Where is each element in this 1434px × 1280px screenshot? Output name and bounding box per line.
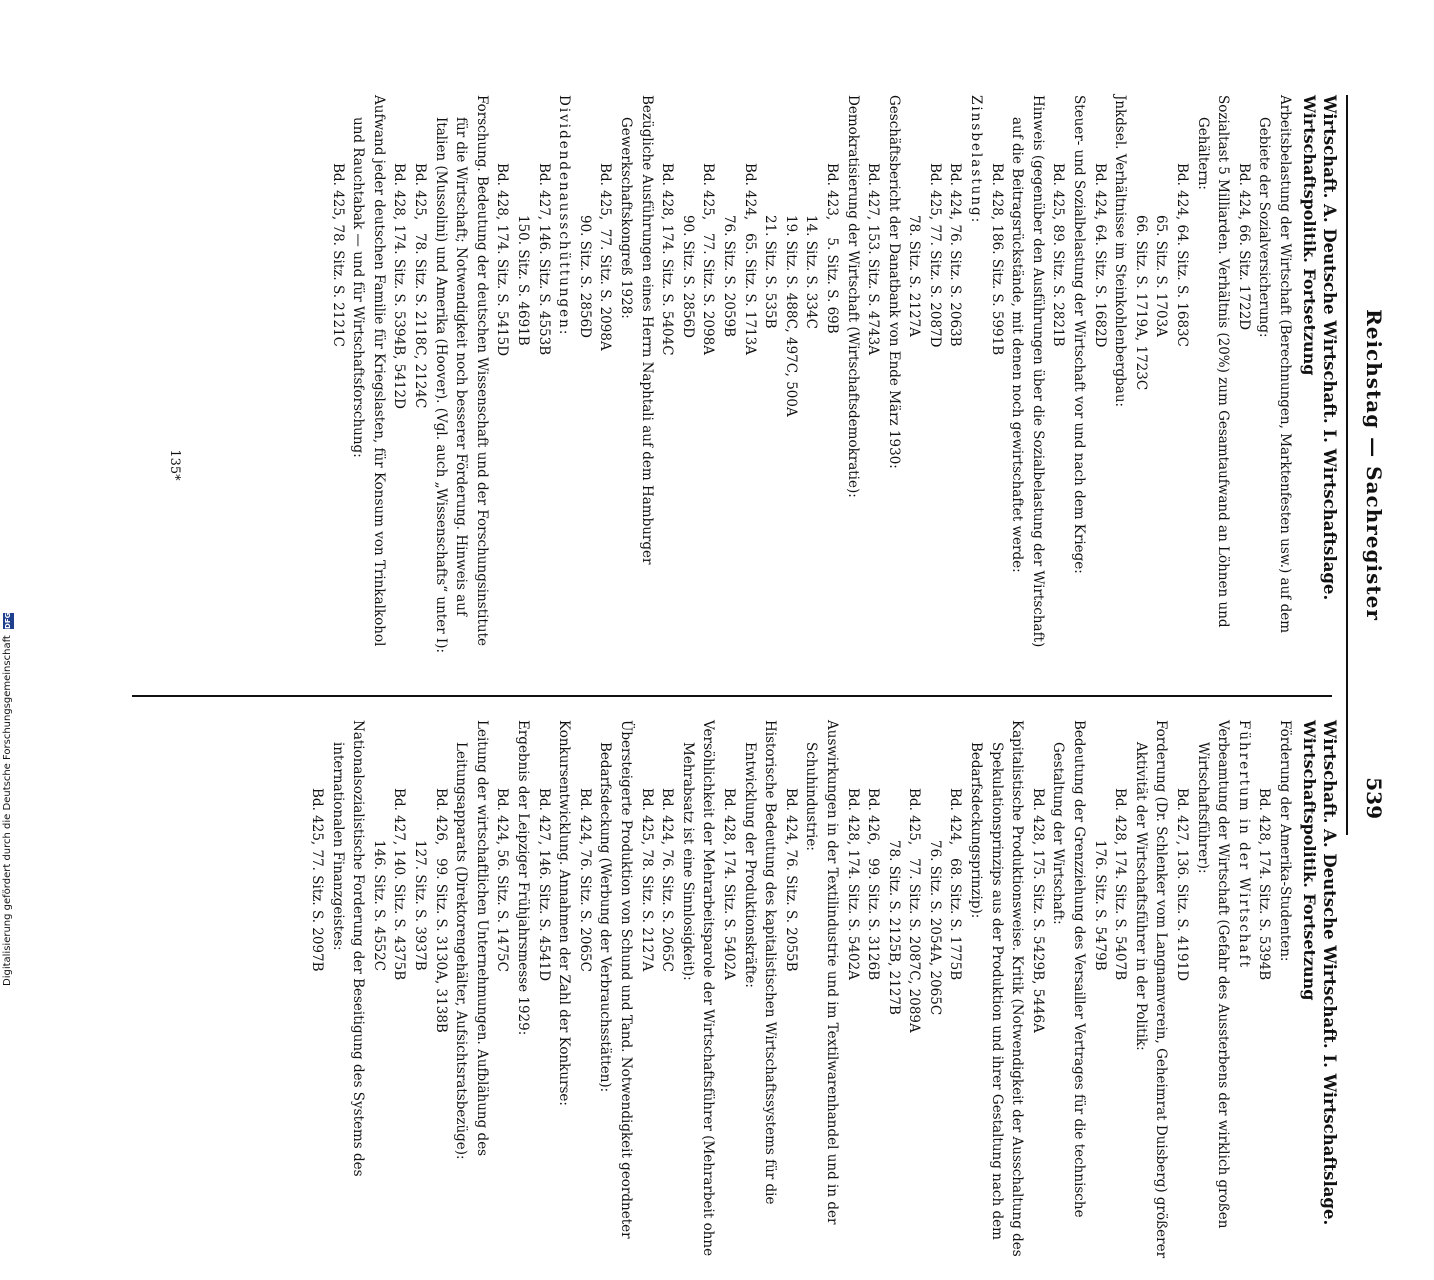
index-entry: Historische Bedeutung des kapitalistischen Wirtschaftssystems für die Entwicklung der Produktionskräfte: [741, 720, 779, 1205]
page-reference: Bd. 423, 5. Sitz. S. 69B [823, 163, 840, 334]
index-subheading: Dividendenausschüttungen: [556, 95, 573, 337]
page-reference: Bd. 428, 175. Sitz. S. 5429B, 5446A [1029, 788, 1046, 1033]
index-entry: Förderung der Amerika-Studenten: [1277, 720, 1293, 962]
page-reference: Bd. 425, 77. Sitz. S. 2087C, 2089A [906, 788, 923, 1033]
left-column-subheading: Wirtschaftspolitik. Fortsetzung [1300, 95, 1319, 376]
page-reference: Bd. 425, 78. Sitz. S. 2118C, 2124C [412, 163, 429, 409]
index-subheading: Führertum in der Wirtschaft [1235, 720, 1252, 970]
page-reference: Bd. 428, 174. Sitz. S. 5407B [1112, 788, 1129, 981]
page-reference: Bd. 425, 77. Sitz. S. 2098A [597, 163, 614, 351]
page-reference: Bd. 424, 56. Sitz. S. 1475C [494, 788, 511, 972]
page-reference: 19. Sitz. S. 488C, 497C, 500A [782, 215, 799, 417]
page-reference: Bd. 424, 66. Sitz. 1722D [1235, 163, 1252, 331]
index-entry: Hinweis (gegenüber den Ausführungen über die Sozialbelastung der Wirtschaft) auf die Beitragsrückstände, mit denen noch gewirtschaftet werde: [1009, 95, 1046, 648]
index-entry: Leitung der wirtschaftlichen Unternehmungen. Aufblähung des Leitungsapparats (Direktorengehälter, Aufsichtsratsbezüge): [453, 720, 490, 1160]
page-reference: 65. Sitz. S. 1703A [1153, 215, 1170, 337]
index-entry: Nationalsozialistische Forderung der Beseitigung des Systems des internationalen Finanzgeistes: [329, 720, 367, 1177]
dfg-logo-icon: DFG [4, 612, 12, 629]
page-reference: Bd. 424, 64. Sitz. S. 1682D [1091, 163, 1108, 348]
page-reference: Bd. 428, 186. Sitz. S. 5991B [988, 163, 1005, 356]
right-column-subheading: Wirtschaftspolitik. Fortsetzung [1300, 720, 1319, 1001]
page-reference: Bd. 427, 146. Sitz. S. 4553B [535, 163, 552, 356]
page-reference: 90. Sitz. S. 2856D [576, 215, 593, 338]
page-reference: Bd. 425, 78. Sitz. S. 2121C [329, 163, 346, 347]
digitization-credit [2, 606, 14, 986]
index-entry: Sozialtast 5 Milliarden. Verhältnis (20%) zum Gesamtaufwand an Löhnen und Gehältern: [1194, 95, 1232, 628]
page-number: 539 [1362, 777, 1386, 819]
index-entry: Auswirkungen in der Textilindustrie und im Textilwarenhandel und in der Schuhindustrie: [803, 720, 840, 1225]
page-reference: 78. Sitz. S. 2127A [906, 215, 923, 337]
header-rule [1346, 95, 1348, 835]
page-reference: 176. Sitz. S. 5479B [1091, 840, 1108, 971]
footer-page-number: 135* [167, 449, 182, 481]
index-entry: Bedeutung der Grenzziehung des Versailler Vertrages für die technische Gestaltung der Wirtschaft: [1050, 720, 1088, 1218]
index-entry: Jnkdsel. Verhältnisse im Steinkohlenbergbau: [1112, 95, 1129, 408]
page-reference: Bd. 424, 76. Sitz. S. 2055B [782, 788, 799, 972]
column-divider [132, 695, 1332, 697]
page-reference: Bd. 428, 174. Sitz. S. 5404C [659, 163, 676, 356]
page-reference: Bd. 424, 76. Sitz. S. 2065C [659, 788, 676, 972]
page-reference: 66. Sitz. S. 1719A, 1723C [1132, 215, 1149, 391]
page-reference: 76. Sitz. S. 2054A, 2065C [926, 840, 943, 1016]
page-reference: Bd. 427, 136. Sitz. S. 4191D [1174, 788, 1191, 982]
index-entry: Forschung. Bedeutung der deutschen Wissenschaft und der Forschungsinstitute für die Wirtschaft; Notwendigkeit noch besserer Förderung. Hinweis auf Italien (Mussolini) und Amerika (Hoover). (Vgl. auch „Wissenschafts“ unter I): [432, 95, 490, 654]
page-reference: Bd. 428, 174. Sitz. S. 5402A [844, 788, 861, 980]
index-entry: Arbeitsbelastung der Wirtschaft (Berechnungen, Marktenfesten usw.) auf dem Gebiete der Sozialversicherung: [1256, 95, 1293, 634]
page-reference: Bd. 425, 78. Sitz. S. 2127A [638, 788, 655, 972]
rotated-page [120, 95, 1390, 1259]
page-reference: Bd. 425, 77. Sitz. S. 2098A [700, 163, 717, 355]
page-reference: Bd. 428, 174. Sitz. S. 5402A [720, 788, 737, 980]
index-entry: Verbeamtung der Wirtschaft (Gefahr des Aussterbens der wirklich großen Wirtschaftsführer): [1194, 720, 1232, 1229]
page-reference: 21. Sitz. S. 535B [762, 215, 779, 329]
index-entry: Steuer- und Sozialbelastung der Wirtschaft vor und nach dem Kriege: [1071, 95, 1088, 574]
page-reference: Bd. 427, 140. Sitz. S. 4375B [391, 788, 408, 981]
page-reference: Bd. 424, 68. Sitz. S. 1775B [947, 788, 964, 981]
page-reference: Bd. 428, 174. Sitz. S. 5394B, 5412D [391, 163, 408, 409]
left-entries [327, 95, 1295, 655]
index-entry: Kapitalistische Produktionsweise. Kritik (Notwendigkeit der Ausschaltung des Spekulationsprinzips aus der Produktion und ihrer Gestaltung nach dem Bedarfsdeckungsprinzip): [968, 720, 1026, 1257]
page-reference: Bd. 428, 174. Sitz. S. 5394B [1256, 788, 1273, 981]
index-entry: Forderung (Dr. Schlenker vom Langnamverein, Geheimrat Duisberg) größerer Aktivität der Wirtschaftsführer in der Politik: [1132, 720, 1170, 1259]
page-reference: 76. Sitz. S. 2059B [720, 215, 737, 338]
index-entry: Konkursentwicklung. Annahmen der Zahl der Konkurse: [556, 720, 573, 1106]
right-column [307, 720, 1341, 1280]
index-subheading: Zinsbelastung: [968, 95, 985, 225]
page-reference: Bd. 428, 174. Sitz. S. 5415D [494, 163, 511, 357]
page-reference: 127. Sitz. S. 3937B [412, 840, 429, 971]
page-reference: Bd. 424, 76. Sitz. S. 2063B [947, 163, 964, 347]
credit-text: Digitalisierung gefördert durch die Deutsche Forschungsgemeinschaft [2, 635, 13, 986]
left-column-heading: Wirtschaft. A. Deutsche Wirtschaft. I. Wirtschaftslage. [1320, 95, 1339, 601]
page-reference: 146. Sitz. S. 4552C [370, 840, 387, 972]
index-entry: Aufwand jeder deutschen Familie für Kriegslasten, für Konsum von Trinkalkohol und Rauchtabak — und für Wirtschaftsforschung: [350, 95, 387, 647]
page-reference: Bd. 424, 76. Sitz. S. 2065C [576, 788, 593, 972]
page-reference: 78. Sitz. S. 2125B, 2127B [885, 840, 902, 1015]
page-reference: Bd. 427, 153. Sitz. S. 4743A [865, 163, 882, 355]
right-column-heading: Wirtschaft. A. Deutsche Wirtschaft. I. Wirtschaftslage. [1320, 720, 1339, 1226]
page-reference: 150. Sitz. S. 4691B [515, 215, 532, 346]
right-entries [307, 720, 1296, 1280]
page-reference: Bd. 424, 64. Sitz. S. 1683C [1174, 163, 1191, 347]
page-reference: Bd. 425, 89. Sitz. S. 2821B [1050, 163, 1067, 347]
index-entry: Demokratisierung der Wirtschaft (Wirtschaftsdemokratie): [844, 95, 861, 498]
page-reference: Bd. 425, 77. Sitz. S. 2087D [926, 163, 943, 348]
page-reference: Bd. 426, 99. Sitz. S. 3130A, 3138B [432, 788, 449, 1033]
index-entry: Versöhlichkeit der Mehrarbeitsparole der Wirtschaftsführer (Mehrarbeit ohne Mehrabsatz ist eine Sinnlosigkeit): [679, 720, 717, 1257]
index-entry: Bezügliche Ausführungen eines Herrn Naphtali auf dem Hamburger Gewerkschaftskongreß 1928: [618, 95, 655, 565]
index-entry: Ergebnis der Leipziger Frühjahrsmesse 1929: [515, 720, 532, 1036]
index-entry: Geschäftsbericht der Danatbank von Ende März 1930: [885, 95, 902, 469]
page-title: Reichstag — Sachregister [1362, 309, 1386, 621]
page-reference: Bd. 425, 77. Sitz. S. 2097B [309, 788, 326, 972]
page-reference: Bd. 426, 99. Sitz. S. 3126B [865, 788, 882, 981]
running-head [1352, 95, 1390, 835]
page-reference: Bd. 427, 146. Sitz. S. 4541D [535, 788, 552, 982]
page-reference: 14. Sitz. S. 334C [803, 215, 820, 329]
page-reference: 90. Sitz. S. 2856D [679, 215, 696, 338]
index-entry: Übersteigerte Produktion von Schund und Tand. Notwendigkeit geordneter Bedarfsdeckung (Werbung der Verbrauchsstätten): [597, 720, 634, 1239]
page-reference: Bd. 424, 65. Sitz. S. 1713A [741, 163, 758, 355]
left-column [327, 95, 1340, 655]
